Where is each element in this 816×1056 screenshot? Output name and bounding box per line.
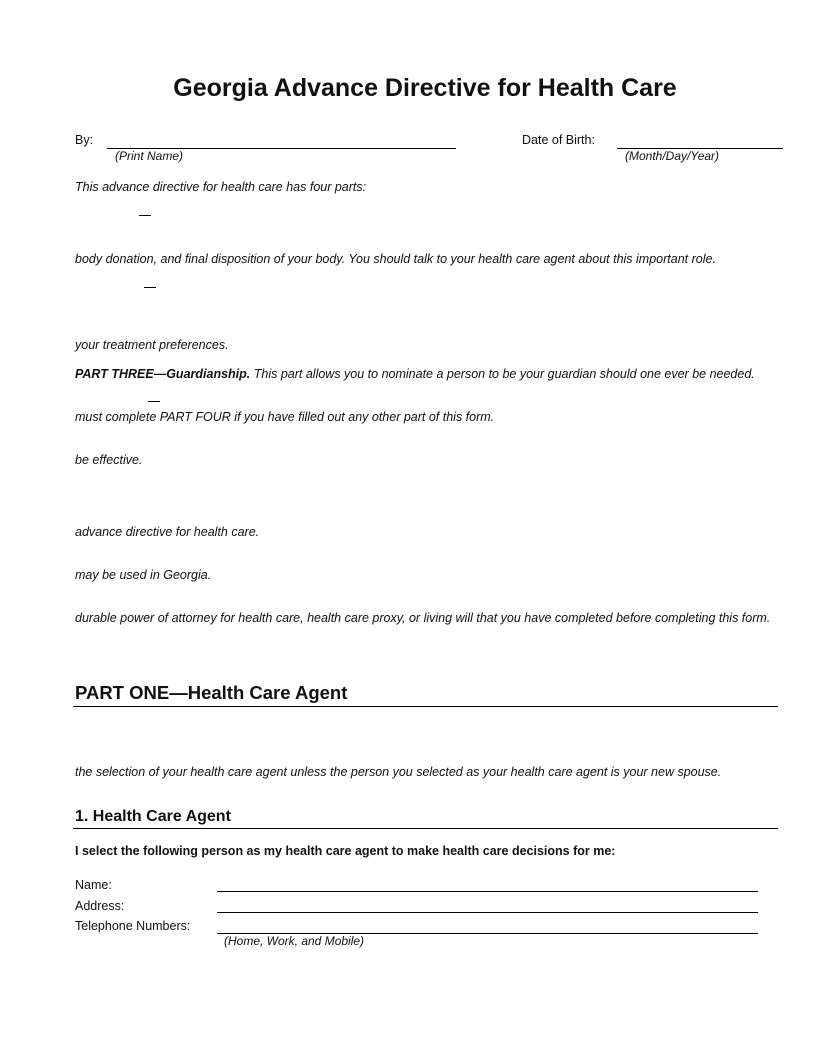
section-rule [73, 828, 778, 829]
agent-name-line[interactable] [217, 891, 758, 892]
agent-phone-label: Telephone Numbers: [75, 919, 191, 933]
intro-line: your treatment preferences. [75, 338, 229, 352]
intro-line: may be used in Georgia. [75, 568, 212, 582]
intro-line: This advance directive for health care has four parts: [75, 180, 367, 194]
by-label: By: [75, 133, 94, 147]
part-one-text: the selection of your health care agent unless the person you selected as your health care agent is your new spouse. [75, 765, 722, 779]
agent-address-line[interactable] [217, 912, 758, 913]
intro-line: body donation, and final disposition of your body. You should talk to your health care agent about this important role. [75, 252, 716, 266]
em-dash-mark [148, 401, 160, 402]
part-one-heading: PART ONE—Health Care Agent [75, 682, 348, 703]
part-three-text: This part allows you to nominate a person to be your guardian should one ever be needed. [250, 367, 755, 381]
dob-hint: (Month/Day/Year) [625, 149, 720, 163]
intro-line: must complete PART FOUR if you have filled out any other part of this form. [75, 410, 495, 424]
em-dash-mark [144, 287, 156, 288]
part-three-line [75, 367, 755, 381]
intro-line: be effective. [75, 453, 143, 467]
agent-name-label: Name: [75, 878, 112, 892]
agent-address-label: Address: [75, 899, 125, 913]
dob-label: Date of Birth: [522, 133, 595, 147]
heading-rule [73, 706, 778, 707]
intro-line: advance directive for health care. [75, 525, 260, 539]
document-title: Georgia Advance Directive for Health Care [173, 74, 677, 102]
agent-statement: I select the following person as my health care agent to make health care decisions for me: [75, 844, 616, 858]
print-name-hint: (Print Name) [115, 149, 184, 163]
section-heading: 1. Health Care Agent [75, 808, 231, 825]
part-three-label: PART THREE—Guardianship. [75, 367, 251, 381]
em-dash-mark [139, 215, 151, 216]
intro-line: durable power of attorney for health care, health care proxy, or living will that you have completed before completing this form. [75, 611, 771, 625]
phone-hint: (Home, Work, and Mobile) [224, 934, 365, 948]
